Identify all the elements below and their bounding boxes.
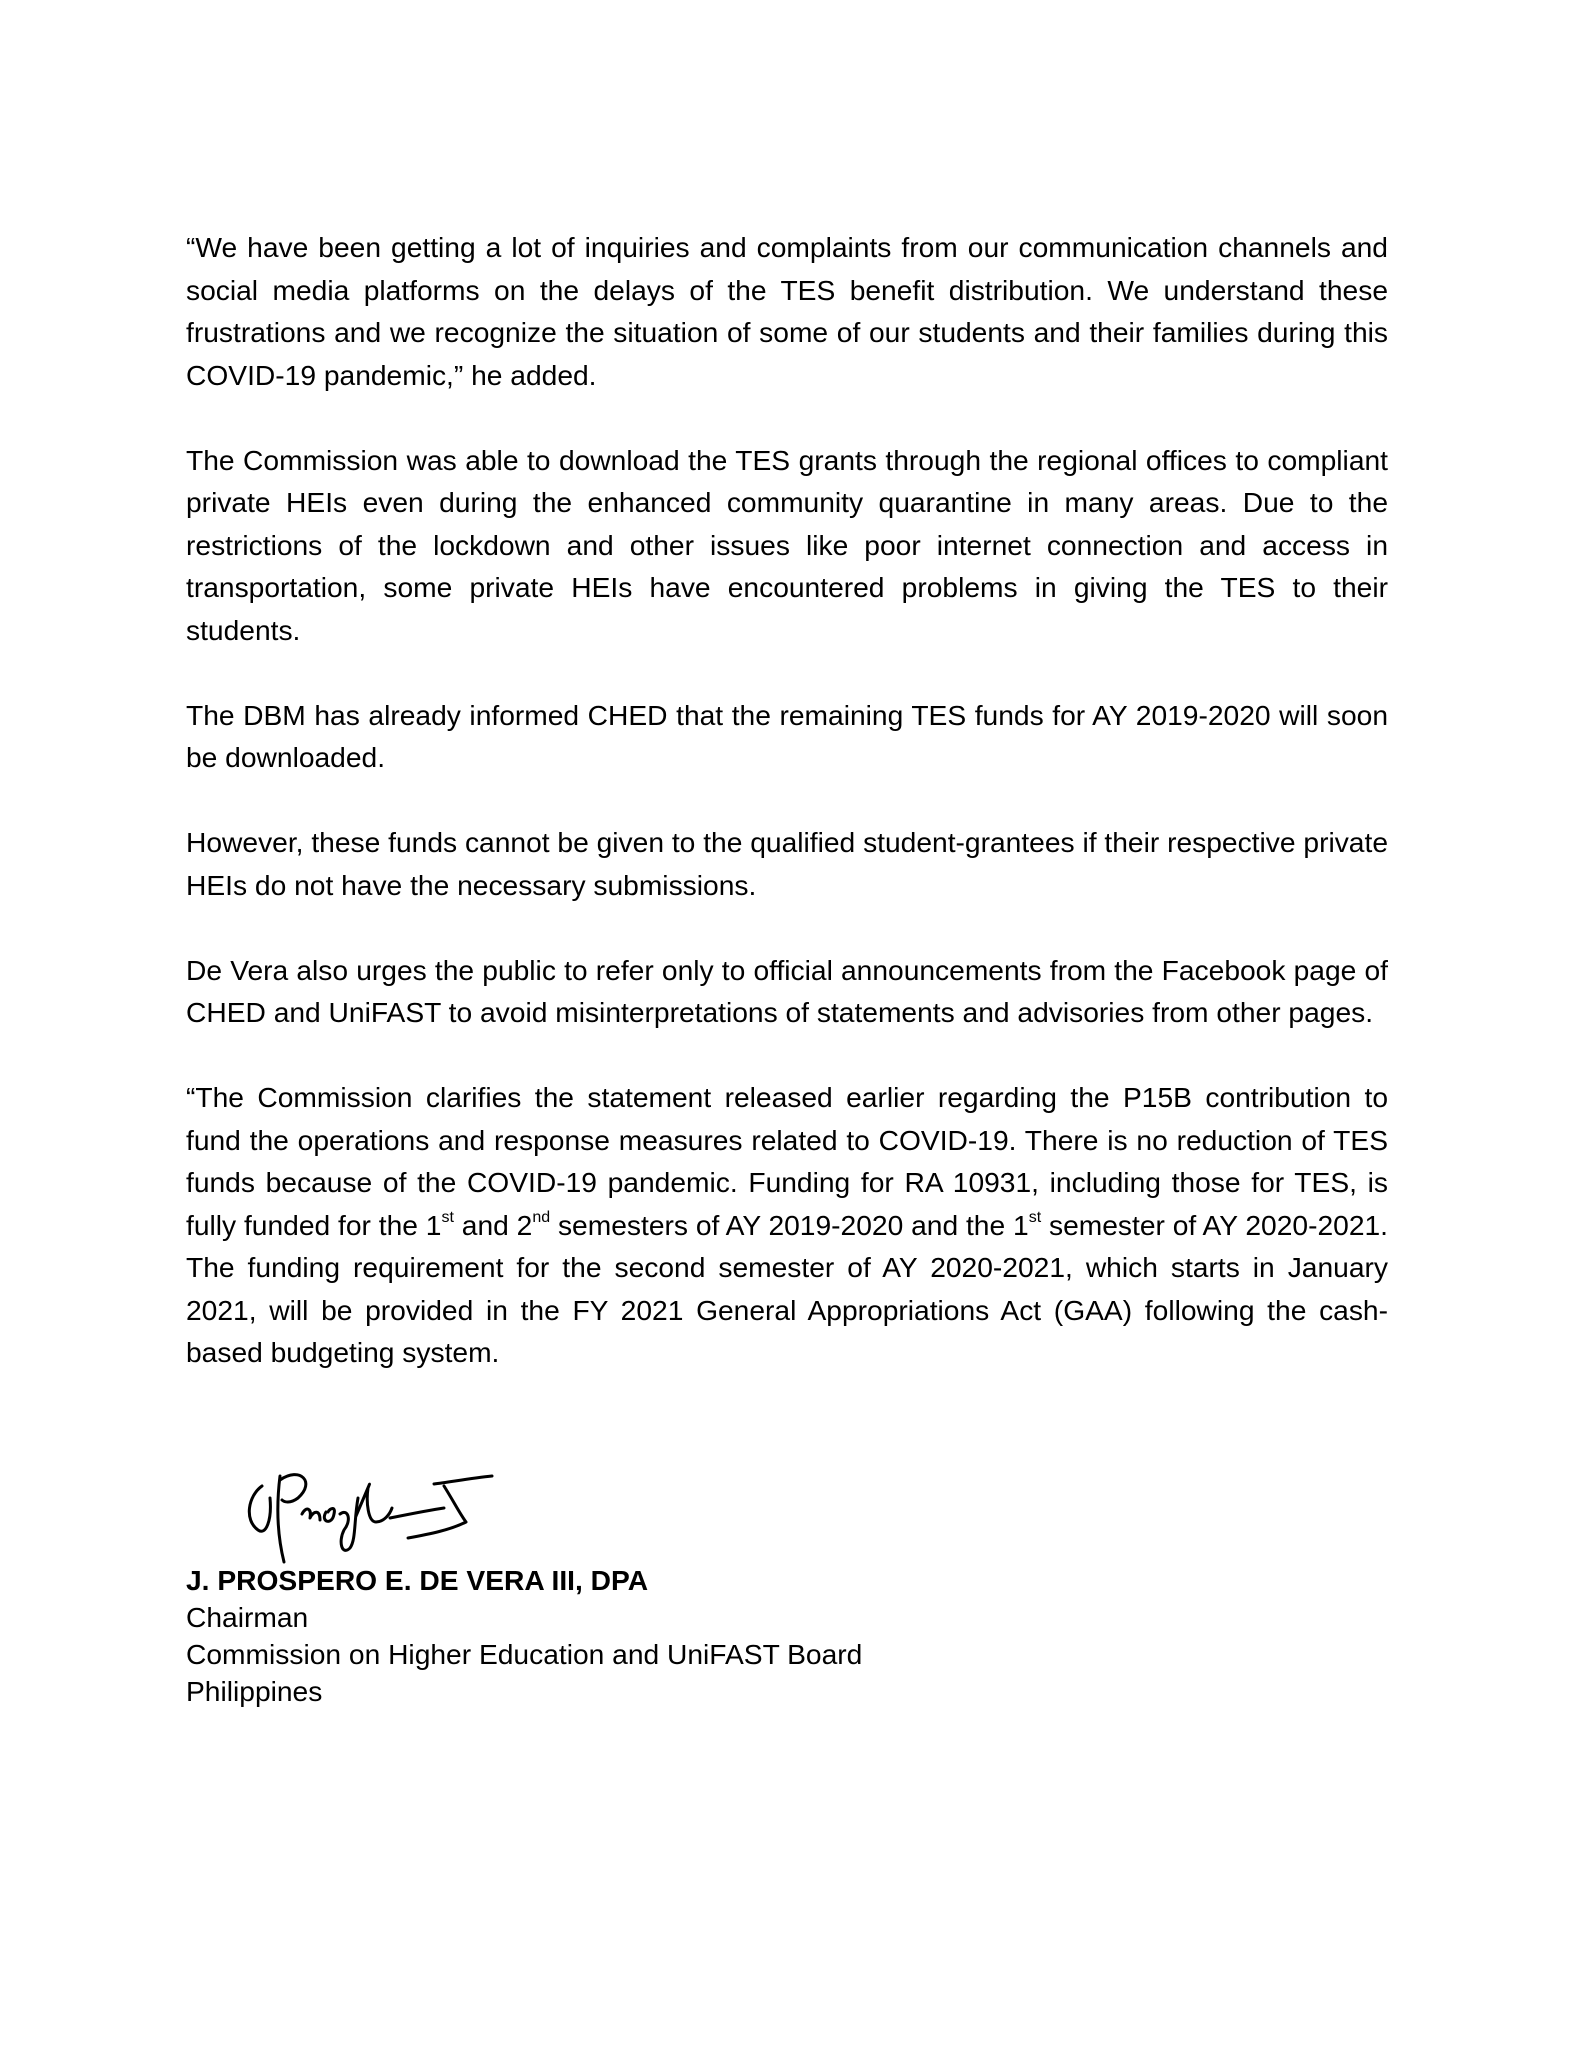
ordinal-suffix: st [1028,1209,1042,1227]
paragraph-6-text-2: and 2 [453,1208,533,1241]
document-body [186,226,1388,1416]
ordinal-suffix: nd [532,1209,551,1227]
signatory-title: Chairman [186,1601,309,1633]
signatory-country: Philippines [186,1675,323,1707]
paragraph-3: The DBM has already informed CHED that the remaining TES funds for AY 2019-2020 will soon be downloaded. [186,698,1388,773]
signatory-name: J. PROSPERO E. DE VERA III, DPA [186,1564,649,1596]
paragraph-6-text-1: “The Commission clarifies the statement released earlier regarding the P15B contribution to fund the operations and response measures related to COVID-19. There is no reduction of TES funds because of the COVID-19 pandemic. Funding for RA 10931, including those for TES, is fully funded for the 1 [186,1081,1388,1241]
handwritten-signature [240,1458,500,1568]
paragraph-2: The Commission was able to download the TES grants through the regional offices to compliant private HEIs even during the enhanced community quarantine in many areas. Due to the restrictions of the lockdown and other issues like poor internet connection and access in transportation, some private HEIs have encountered problems in giving the TES to their students. [186,443,1388,646]
paragraph-1: “We have been getting a lot of inquiries and complaints from our communication channels and social media platforms on the delays of the TES benefit distribution. We understand these frustrations and we recognize the situation of some of our students and their families during this COVID-19 pandemic,” he added. [186,231,1388,391]
signatory-organization: Commission on Higher Education and UniFAST Board [186,1638,863,1670]
paragraph-5: De Vera also urges the public to refer only to official announcements from the Facebook page of CHED and UniFAST to avoid misinterpretations of statements and advisories from other pages. [186,953,1388,1028]
ordinal-suffix: st [441,1209,454,1227]
paragraph-6 [186,1076,1388,1374]
paragraph-6-text-4: semester of AY 2020-2021. The funding requirement for the second semester of AY 2020-2021, which starts in January 2021, will be provided in the FY 2021 General Appropriations Act (GAA) following the cash-based budgeting system. [186,1208,1389,1368]
signature-block [186,1562,1186,1710]
paragraph-4: However, these funds cannot be given to the qualified student-grantees if their respective private HEIs do not have the necessary submissions. [186,826,1388,901]
paragraph-6-text-3: semesters of AY 2019-2020 and the 1 [550,1208,1029,1241]
